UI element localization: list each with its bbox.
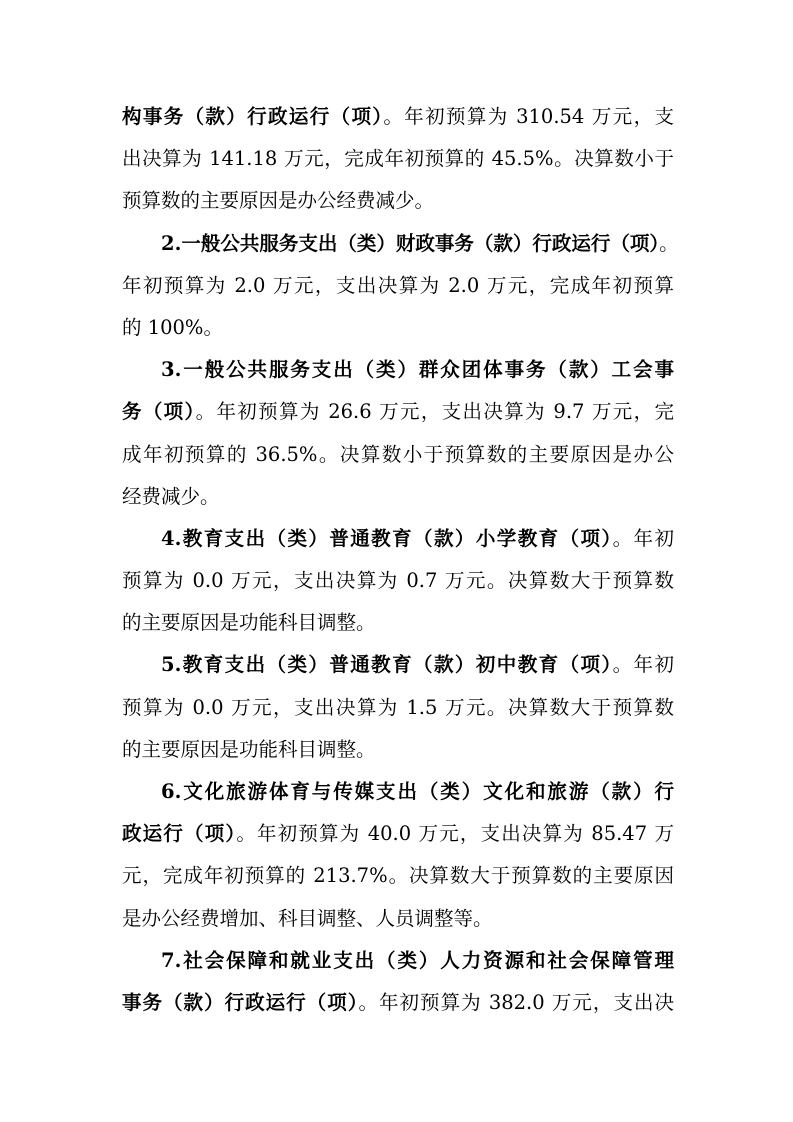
text-line (122, 560, 674, 602)
body-text: 元，完成年初预算的 213.7%。决算数大于预算数的主要原因 (122, 864, 674, 888)
body-text: 的 100%。 (122, 315, 223, 339)
text-line (122, 180, 674, 222)
bold-heading: 7.社会保障和就业支出（类）人力资源和社会保障管理 (161, 948, 674, 972)
text-line (122, 96, 674, 138)
body-text: 经费减少。 (122, 484, 220, 508)
bold-heading: 务（项） (122, 400, 196, 424)
text-line (122, 771, 674, 813)
body-text: 。年初预算为 310.54 万元，支 (383, 105, 674, 128)
text-line (122, 855, 674, 897)
body-text: 出决算为 141.18 万元，完成年初预算的 45.5%。决算数小于 (122, 147, 674, 171)
body-text: 。年初预算为 382.0 万元，支出决 (358, 990, 674, 1014)
body-text: 。年初 (612, 653, 674, 677)
text-line (122, 476, 674, 518)
bold-heading: 5.教育支出（类）普通教育（款）初中教育（项） (161, 653, 613, 677)
body-text: 的主要原因是功能科目调整。 (122, 737, 376, 761)
text-line (122, 602, 674, 644)
body-text: 。年初预算为 40.0 万元，支出决算为 85.47 万 (236, 822, 674, 846)
body-text: 年初预算为 2.0 万元，支出决算为 2.0 万元，完成年初预算 (122, 273, 674, 297)
body-text: 。 (659, 231, 679, 255)
text-line (122, 644, 674, 686)
bold-heading: 6.文化旅游体育与传媒支出（类）文化和旅游（款）行 (161, 780, 674, 803)
text-line (122, 982, 674, 1024)
bold-heading: 2.一般公共服务支出（类）财政事务（款）行政运行（项） (161, 231, 660, 255)
text-line (122, 729, 674, 771)
paragraph-7 (122, 940, 674, 1024)
paragraph-3 (122, 349, 674, 518)
body-text: 预算为 0.0 万元，支出决算为 1.5 万元。决算数大于预算数 (122, 695, 674, 719)
bold-heading: 事务（款）行政运行（项） (122, 990, 359, 1014)
paragraph-6 (122, 771, 674, 940)
text-line (122, 434, 674, 476)
text-line (122, 138, 674, 180)
bold-heading: 政运行（项） (122, 822, 237, 846)
body-text: 成年初预算的 36.5%。决算数小于预算数的主要原因是办公 (122, 442, 674, 466)
text-line (122, 898, 674, 940)
body-text: 预算为 0.0 万元，支出决算为 0.7 万元。决算数大于预算数 (122, 569, 674, 593)
text-line (122, 349, 674, 391)
paragraph-2 (122, 223, 679, 350)
text-line (122, 687, 674, 729)
text-line (122, 223, 679, 265)
body-text: 。年初 (612, 526, 674, 550)
body-text: 是办公经费增加、科目调整、人员调整等。 (122, 906, 493, 930)
bold-heading: 构事务（款）行政运行（项） (122, 105, 384, 128)
bold-heading: 4.教育支出（类）普通教育（款）小学教育（项） (161, 526, 613, 550)
text-line (122, 940, 674, 982)
document-body (122, 96, 679, 1024)
body-text: 预算数的主要原因是办公经费减少。 (122, 189, 435, 213)
body-text: 的主要原因是功能科目调整。 (122, 611, 376, 635)
text-line (122, 391, 674, 433)
paragraph-1 (122, 96, 674, 223)
text-line (122, 813, 674, 855)
bold-heading: 3.一般公共服务支出（类）群众团体事务（款）工会事 (161, 358, 674, 382)
paragraph-5 (122, 644, 674, 771)
text-line (122, 307, 674, 349)
paragraph-4 (122, 518, 674, 645)
body-text: 。年初预算为 26.6 万元，支出决算为 9.7 万元，完 (195, 400, 674, 424)
text-line (122, 265, 674, 307)
text-line (122, 518, 674, 560)
